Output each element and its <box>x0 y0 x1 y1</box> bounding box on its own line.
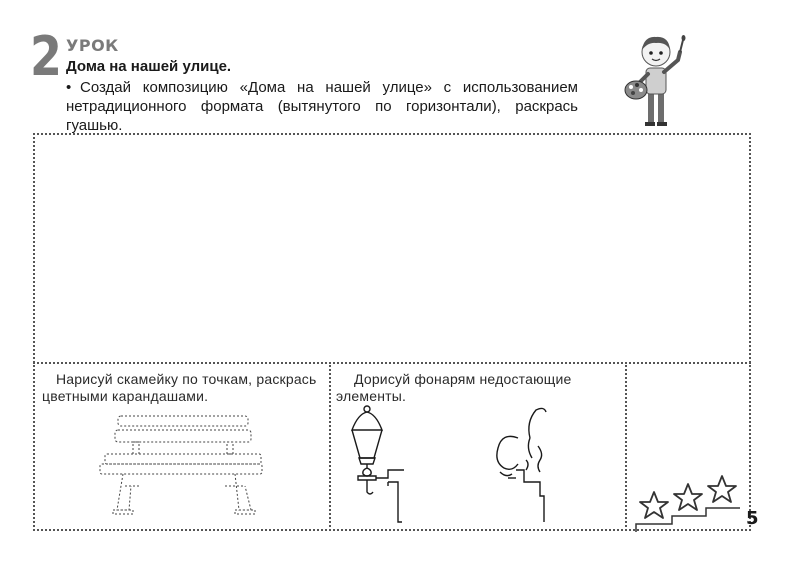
lesson-number: 2 <box>30 25 62 88</box>
task-text: Создай композицию «Дома на нашей улице» с использованием нетрадиционного формата (вытянутого по горизонтали), раскрась гуашью. <box>66 79 578 134</box>
page-number: 5 <box>746 508 759 529</box>
lesson-label: УРОК <box>66 36 119 55</box>
street-lamps-illustration <box>340 400 570 525</box>
lesson-title: Дома на нашей улице. <box>66 58 232 75</box>
frame-divider-vertical-1 <box>329 362 331 531</box>
star-icon <box>674 484 702 510</box>
bench-caption-line2: цветными карандашами. <box>42 388 209 404</box>
lamps-caption-line1: Дорисуй фонарям недостающие <box>354 371 572 387</box>
task-description <box>66 78 578 135</box>
bench-caption-line1: Нарисуй скамейку по точкам, раскрась <box>56 371 317 387</box>
lamps-caption-line2: элементы. <box>336 388 407 404</box>
task-bullet: • <box>66 79 72 96</box>
achievement-stars <box>632 472 744 534</box>
star-icon <box>640 492 668 518</box>
dotted-bench-illustration <box>95 408 270 528</box>
bench-exercise-caption <box>42 371 317 405</box>
frame-divider-vertical-2 <box>625 362 627 531</box>
frame-divider-horizontal <box>33 362 751 364</box>
boy-painter-illustration <box>620 30 692 128</box>
star-icon <box>708 476 736 502</box>
